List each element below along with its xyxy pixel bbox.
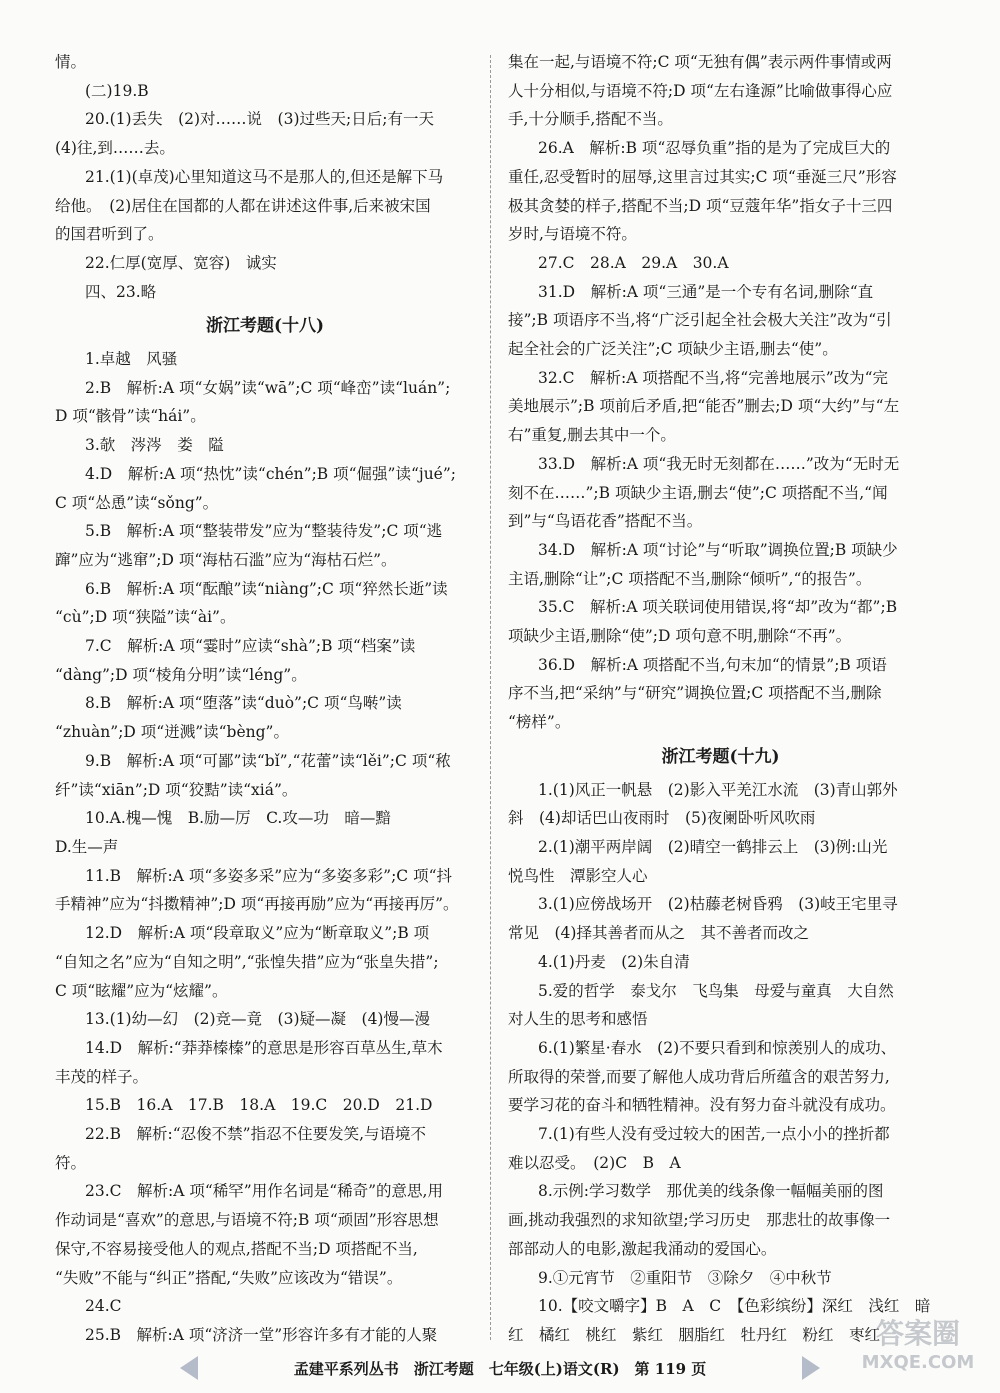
text-line: 25.B 解析:A 项“济济一堂”形容许多有才能的人聚 [85, 1325, 438, 1344]
text-line: 情。 [55, 53, 87, 71]
text-line: 9.①元宵节 ②重阳节 ③除夕 ④中秋节 [538, 1268, 832, 1287]
text-line: 蹿”应为“逃窜”;D 项“海枯石滥”应为“海枯石烂”。 [55, 550, 397, 569]
text-line: 6.(1)繁星·春水 (2)不要只看到和惊羡别人的成功、 [538, 1038, 897, 1057]
text-line: “zhuàn”;D 项“迸溅”读“bèng”。 [55, 723, 289, 742]
text-line: C 项“眩耀”应为“炫耀”。 [55, 981, 228, 1000]
text-line: “cù”;D 项“狭隘”读“ài”。 [55, 608, 236, 627]
column-divider [490, 55, 491, 1340]
text-line: 1.卓越 风骚 [85, 350, 178, 369]
footer-text: 孟建平系列丛书 浙江考题 七年级(上)语文(R) 第 119 页 [293, 1359, 707, 1378]
text-line: 20.(1)丢失 (2)对……说 (3)过些天;日后;有一天 [85, 110, 434, 129]
text-line: 12.D 解析:A 项“段章取义”应为“断章取义”;B 项 [85, 924, 430, 943]
text-line: (4)往,到……去。 [55, 139, 175, 158]
text-line: 常见 (4)择其善者而从之 其不善者而改之 [508, 924, 809, 943]
text-line: 36.D 解析:A 项搭配不当,句末加“的情景”;B 项语 [538, 655, 887, 674]
text-line: 接”;B 项语序不当,将“广泛引起全社会极大关注”改为“引 [508, 311, 892, 330]
text-line: 部部动人的电影,激起我涌动的爱国心。 [508, 1239, 777, 1258]
text-line: 34.D 解析:A 项“讨论”与“听取”调换位置;B 项缺少 [538, 540, 898, 559]
text-line: 32.C 解析:A 项搭配不当,将“完善地展示”改为“完 [538, 368, 889, 387]
text-line: 3.(1)应傍战场开 (2)枯藤老树昏鸦 (3)岐王宅里寻 [538, 895, 898, 914]
text-line: 刻不在……”;B 项缺少主语,删去“使”;C 项搭配不当,“闻 [508, 483, 888, 502]
left-column [55, 48, 475, 1350]
text-line: 难以忍受。 (2)C B A [508, 1153, 681, 1172]
text-line: 红 橘红 桃红 紫红 胭脂红 牡丹红 粉红 枣红 [508, 1325, 881, 1344]
right-column [508, 48, 933, 1350]
text-line: 35.C 解析:A 项关联词使用错误,将“却”改为“都”;B [538, 598, 898, 617]
text-line: 给他。 (2)居住在国都的人都在讲述这件事,后来被宋国 [55, 196, 431, 215]
text-line: 对人生的思考和感悟 [508, 1010, 648, 1029]
text-line: 6.B 解析:A 项“酝酿”读“niàng”;C 项“猝然长逝”读 [85, 579, 448, 598]
text-line: 手,十分顺手,搭配不当。 [508, 110, 673, 129]
text-line: 2.B 解析:A 项“女娲”读“wā”;C 项“峰峦”读“luán”; [85, 378, 451, 397]
prev-arrow-icon [180, 1356, 198, 1380]
text-line: 22.B 解析:“忍俊不禁”指忍不住要发笑,与语境不 [85, 1125, 427, 1144]
text-line: 手精神”应为“抖擞精神”;D 项“再接再励”应为“再接再厉”。 [55, 895, 459, 914]
text-line: 起全社会的广泛关注”;C 项缺少主语,删去“使”。 [508, 340, 838, 359]
text-line: “榜样”。 [508, 713, 571, 732]
text-line: 集在一起,与语境不符;C 项“无独有偶”表示两件事情或两 [508, 53, 892, 71]
text-line: 悦鸟性 潭影空人心 [508, 866, 648, 885]
text-line: 23.C 解析:A 项“稀罕”用作名词是“稀奇”的意思,用 [85, 1182, 443, 1201]
text-line: 1.(1)风正一帆悬 (2)影入平羌江水流 (3)青山郭外 [538, 780, 898, 799]
text-line: 人十分相似,与语境不符;D 项“左右逢源”比喻做事得心应 [508, 81, 893, 100]
text-line: 的国君听到了。 [55, 225, 164, 244]
watermark-line2: MXQE.COM [861, 1352, 975, 1373]
text-line: 右”重复,删去其中一个。 [508, 426, 676, 445]
text-line: 符。 [55, 1153, 87, 1172]
text-line: 要学习花的奋斗和牺牲精神。没有努力奋斗就没有成功。 [508, 1096, 896, 1115]
text-line: 画,挑动我强烈的求知欲望;学习历史 那悲壮的故事像一 [508, 1211, 891, 1230]
text-line: 2.(1)潮平两岸阔 (2)晴空一鹤排云上 (3)例:山光 [538, 837, 888, 856]
text-line: 丰茂的样子。 [55, 1067, 149, 1086]
text-line: 到”与“鸟语花香”搭配不当。 [508, 512, 703, 531]
text-line: “dàng”;D 项“棱角分明”读“léng”。 [55, 665, 307, 684]
text-line: 5.B 解析:A 项“整装带发”应为“整装待发”;C 项“逃 [85, 522, 443, 541]
text-line: 8.示例:学习数学 那优美的线条像一幅幅美丽的图 [538, 1182, 884, 1201]
text-line: 24.C [85, 1297, 122, 1316]
text-line: “自知之名”应为“自知之明”,“张惶失措”应为“张皇失措”; [55, 952, 439, 971]
text-line: 14.D 解析:“莽莽榛榛”的意思是形容百草丛生,草木 [85, 1038, 443, 1057]
text-line: 7.C 解析:A 项“霎时”应读“shà”;B 项“档案”读 [85, 637, 416, 656]
text-line: 序不当,把“采纳”与“研究”调换位置;C 项搭配不当,删除 [508, 684, 882, 703]
text-line: 作动词是“喜欢”的意思,与语境不符;B 项“顽固”形容思想 [55, 1211, 439, 1230]
text-line: 26.A 解析:B 项“忍辱负重”指的是为了完成巨大的 [538, 139, 891, 158]
text-line: D.生—声 [55, 837, 119, 856]
page-footer [160, 1353, 840, 1383]
text-line: 斜 (4)却话巴山夜雨时 (5)夜阑卧听风吹雨 [508, 809, 816, 828]
text-line: 极其贪婪的样子,搭配不当;D 项“豆蔻年华”指女子十三四 [508, 196, 893, 215]
text-line: 21.(1)(卓茂)心里知道这马不是那人的,但还是解下马 [85, 167, 444, 186]
text-line: 10.A.槐—愧 B.励—厉 C.攻—功 暗—黯 [85, 809, 391, 828]
text-line: C 项“怂恿”读“sǒng”。 [55, 493, 219, 512]
text-line: 3.欹 涔涔 娄 隘 [85, 436, 224, 455]
text-line: 4.(1)丹麦 (2)朱自清 [538, 952, 690, 971]
text-line: 31.D 解析:A 项“三通”是一个专有名词,删除“直 [538, 282, 874, 301]
text-line: 4.D 解析:A 项“热忱”读“chén”;B 项“倔强”读“jué”; [85, 464, 456, 483]
text-line: D 项“骸骨”读“hái”。 [55, 407, 206, 426]
section-heading: 浙江考题(十九) [661, 746, 780, 767]
text-line: 13.(1)幼—幻 (2)竞—竟 (3)疑—凝 (4)慢—漫 [85, 1010, 430, 1029]
text-line: 重任,忍受暂时的屈辱,这里言过其实;C 项“垂涎三尺”形容 [508, 167, 897, 186]
text-line: 项缺少主语,删除“使”;D 项句意不明,删除“不再”。 [508, 627, 852, 646]
text-line: 15.B 16.A 17.B 18.A 19.C 20.D 21.D [85, 1096, 433, 1115]
text-line: 8.B 解析:A 项“堕落”读“duò”;C 项“鸟啭”读 [85, 694, 402, 713]
text-line: 岁时,与语境不符。 [508, 225, 637, 244]
text-line: 9.B 解析:A 项“可鄙”读“bǐ”,“花蕾”读“lěi”;C 项“秾 [85, 751, 451, 770]
text-line: 四、23.略 [85, 282, 157, 301]
watermark-line1: 答案圈 [875, 1317, 960, 1350]
text-line: 保守,不容易接受他人的观点,搭配不当;D 项搭配不当, [55, 1239, 418, 1258]
next-arrow-icon [802, 1356, 820, 1380]
text-line: 11.B 解析:A 项“多姿多采”应为“多姿多彩”;C 项“抖 [85, 866, 453, 885]
text-line: (二)19.B [85, 81, 149, 100]
text-line: 所取得的荣誉,而要了解他人成功背后所蕴含的艰苦努力, [508, 1067, 890, 1086]
text-line: 33.D 解析:A 项“我无时无刻都在……”改为“无时无 [538, 454, 900, 473]
watermark-logo [858, 1317, 978, 1387]
text-line: “失败”不能与“纠正”搭配,“失败”应该改为“错误”。 [55, 1268, 403, 1287]
text-line: 纤”读“xiān”;D 项“狡黠”读“xiá”。 [55, 780, 298, 799]
text-line: 主语,删除“让”;C 项搭配不当,删除“倾听”,“的报告”。 [508, 569, 872, 588]
text-line: 5.爱的哲学 泰戈尔 飞鸟集 母爱与童真 大自然 [538, 981, 894, 1000]
section-heading: 浙江考题(十八) [205, 316, 325, 337]
text-line: 10.【咬文嚼字】B A C 【色彩缤纷】深红 浅红 暗 [538, 1297, 931, 1316]
text-line: 7.(1)有些人没有受过较大的困苦,一点小小的挫折都 [538, 1125, 890, 1144]
text-line: 22.仁厚(宽厚、宽容) 诚实 [85, 253, 277, 272]
text-line: 美地展示”;B 项前后矛盾,把“能否”删去;D 项“大约”与“左 [508, 397, 900, 416]
text-line: 27.C 28.A 29.A 30.A [538, 253, 729, 272]
